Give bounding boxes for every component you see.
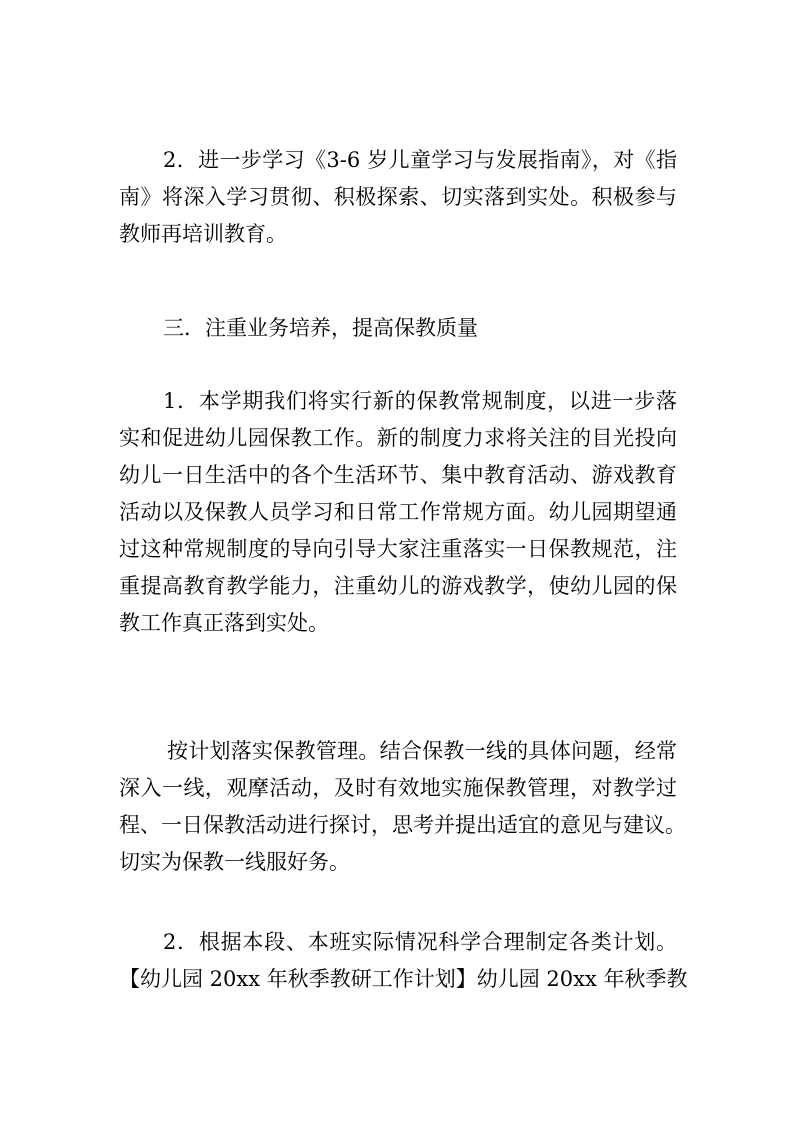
text-line: 教师再培训教育。 [119, 222, 287, 246]
text-line: 深入一线，观摩活动，及时有效地实施保教管理，对教学过 [119, 776, 677, 800]
text-line: 实和促进幼儿园保教工作。新的制度力求将关注的目光投向 [119, 426, 677, 450]
text-line: 【幼儿园 20xx 年秋季教研工作计划】幼儿园 20xx 年秋季教 [119, 967, 688, 991]
text-line: 教工作真正落到实处。 [119, 611, 329, 635]
text-line: 按计划落实保教管理。结合保教一线的具体问题，经常 [167, 739, 677, 763]
paragraph-routine-system [119, 383, 677, 642]
text-line: 过这种常规制度的导向引导大家注重落实一日保教规范，注 [119, 537, 677, 561]
section-heading [119, 310, 677, 347]
text-line: 幼儿一日生活中的各个生活环节、集中教育活动、游戏教育 [119, 463, 677, 487]
heading-text: 三．注重业务培养，提高保教质量 [163, 316, 478, 340]
paragraph-study-guide [119, 142, 677, 253]
paragraph-management [119, 733, 686, 881]
text-line: 南》将深入学习贯彻、积极探索、切实落到实处。积极参与 [119, 185, 677, 209]
text-line: 程、一日保教活动进行探讨，思考并提出适宜的意见与建议。 [119, 813, 686, 837]
text-line: 切实为保教一线服好务。 [119, 850, 350, 874]
text-line: 2．进一步学习《3-6 岁儿童学习与发展指南》，对《指 [163, 148, 677, 172]
text-line: 重提高教育教学能力，注重幼儿的游戏教学，使幼儿园的保 [119, 574, 677, 598]
paragraph-plans [119, 924, 688, 998]
text-line: 1．本学期我们将实行新的保教常规制度，以进一步落 [163, 389, 677, 413]
text-line: 2．根据本段、本班实际情况科学合理制定各类计划。 [163, 930, 677, 954]
text-line: 活动以及保教人员学习和日常工作常规方面。幼儿园期望通 [119, 500, 677, 524]
